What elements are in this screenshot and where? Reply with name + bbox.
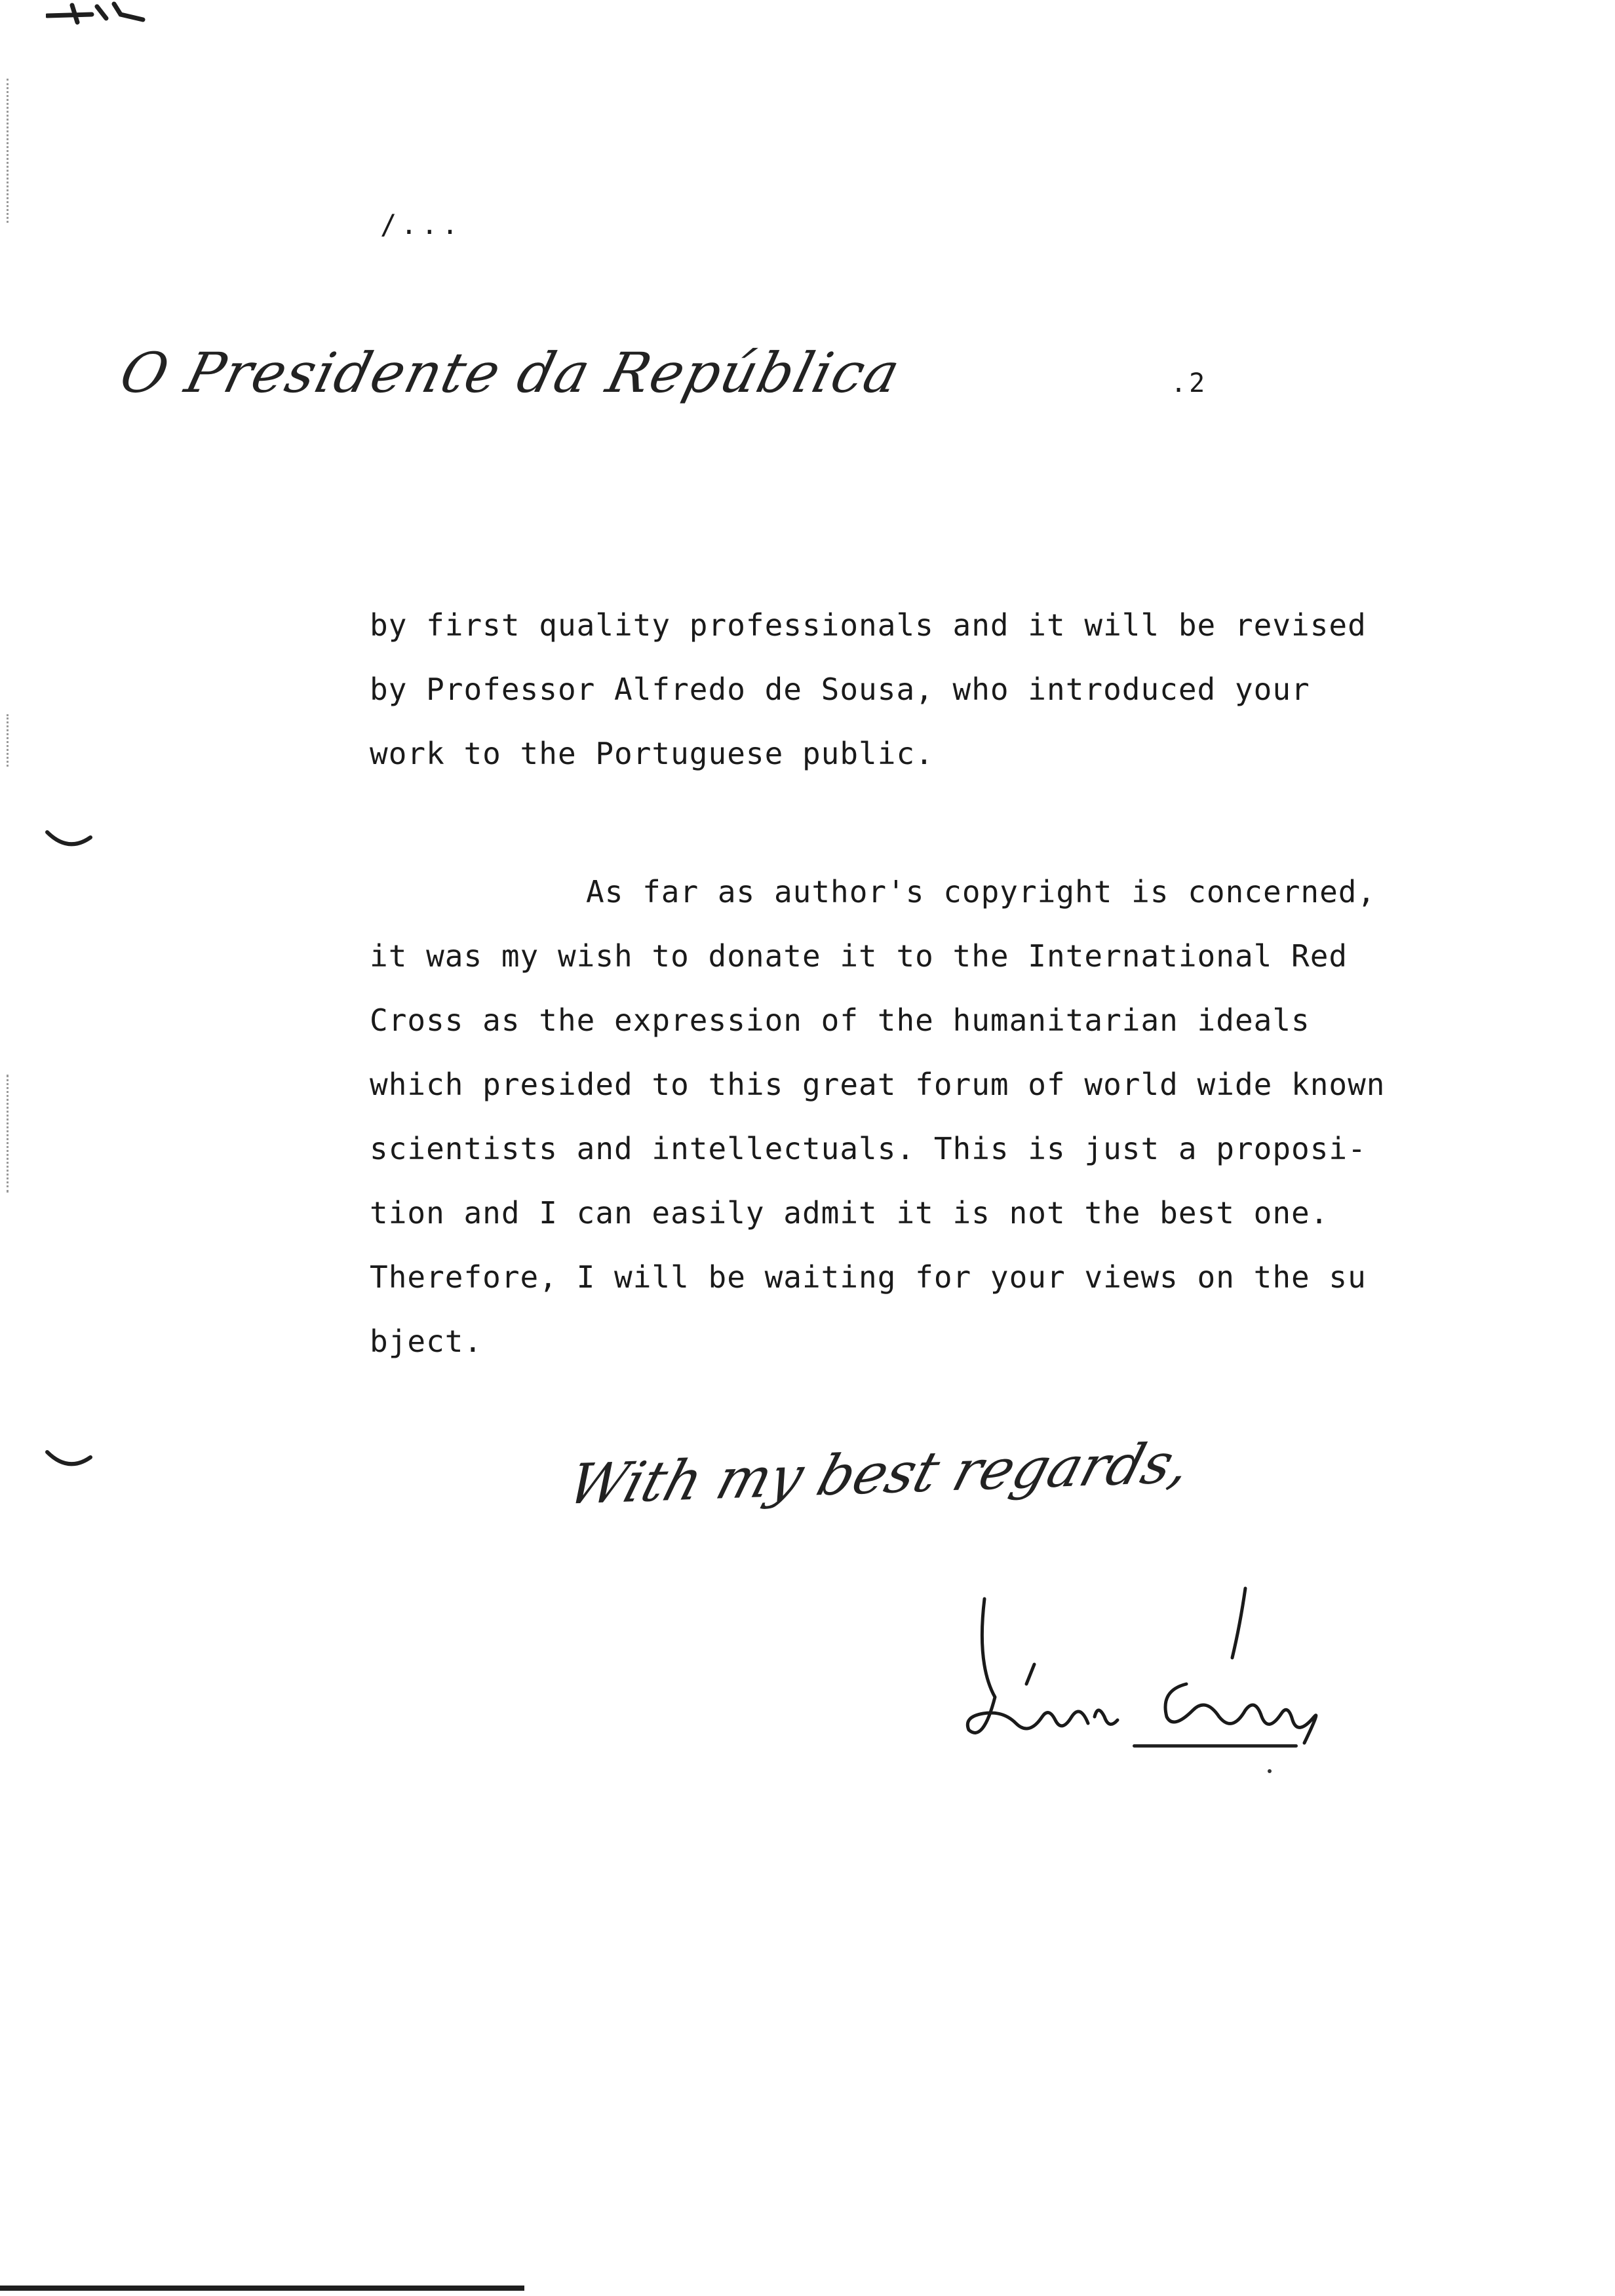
edge-scan-marks [7, 79, 11, 223]
text-line: work to the Portuguese public. [370, 736, 934, 771]
text-line: tion and I can easily admit it is not the best one. [370, 1195, 1329, 1231]
continuation-mark: /... [380, 208, 463, 240]
bottom-scan-edge [0, 2286, 524, 2291]
text-line: which presided to this great forum of world wide known [370, 1067, 1386, 1102]
handwritten-closing: With my best regards, [561, 1430, 1199, 1518]
handwritten-signature [957, 1586, 1324, 1769]
text-line: As far as author's copyright is concerned, [586, 874, 1376, 909]
text-line: Cross as the expression of the humanitarian ideals [370, 1003, 1310, 1038]
text-line: scientists and intellectuals. This is just a proposi- [370, 1131, 1367, 1166]
edge-scan-marks [7, 1075, 11, 1193]
text-line: bject. [370, 1324, 483, 1359]
text-line: Therefore, I will be waiting for your views on the su [370, 1259, 1367, 1295]
corner-ink-mark [46, 0, 164, 33]
signature-underline [1133, 1744, 1298, 1748]
page-number: .2 [1171, 368, 1208, 398]
edge-scan-marks [7, 714, 11, 767]
paragraph-2 [370, 860, 1431, 1373]
text-line: by Professor Alfredo de Sousa, who introduced your [370, 672, 1310, 707]
text-line: by first quality professionals and it will be revised [370, 607, 1367, 643]
hole-punch-mark [45, 1447, 93, 1470]
text-line: it was my wish to donate it to the International Red [370, 938, 1348, 974]
letterhead: O Presidente da República [113, 341, 907, 405]
hole-punch-mark [45, 827, 93, 851]
paragraph-1 [370, 593, 1431, 786]
signature-dot [1268, 1769, 1272, 1773]
